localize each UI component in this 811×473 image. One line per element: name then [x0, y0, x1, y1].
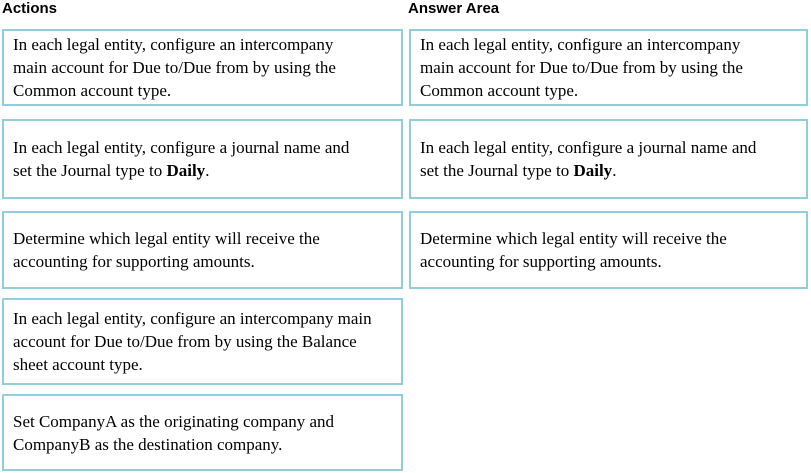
card-text-line: In each legal entity, configure a journal name and — [420, 138, 757, 157]
card-text-line: main account for Due to/Due from by using the — [13, 58, 336, 77]
card-text-segment: . — [612, 161, 617, 180]
card-text-line: accounting for supporting amounts. — [13, 252, 255, 271]
action-card-journal-type-daily[interactable] — [2, 119, 403, 199]
answer-card-journal-type-daily[interactable] — [409, 119, 808, 199]
card-text-line: In each legal entity, configure an intercompany — [13, 35, 334, 54]
card-text-line: In each legal entity, configure an intercompany — [420, 35, 741, 54]
actions-header: Actions — [2, 0, 58, 17]
card-text-segment: . — [205, 161, 210, 180]
card-text-line — [420, 159, 756, 182]
card-text-line: Set CompanyA as the originating company and — [13, 411, 335, 431]
card-text-line: In each legal entity, configure an intercompany main — [13, 309, 372, 328]
action-card-balance-sheet-account-type[interactable] — [2, 298, 403, 385]
card-text — [13, 33, 336, 102]
card-text-line: CompanyB as the destination company. — [13, 434, 283, 454]
card-text-segment: set the Journal type to — [13, 161, 167, 180]
card-text-line: accounting for supporting amounts. — [420, 252, 662, 271]
card-text-line: Common account type. — [420, 81, 579, 100]
card-text-line: sheet account type. — [13, 355, 143, 374]
card-text-line: Determine which legal entity will receive the — [13, 229, 320, 248]
card-text-line: Common account type. — [13, 81, 172, 100]
action-card-originating-destination-company[interactable] — [2, 394, 403, 471]
card-text-segment: set the Journal type to — [420, 161, 574, 180]
action-card-receiving-legal-entity[interactable] — [2, 211, 403, 289]
card-text — [13, 307, 372, 376]
card-text — [420, 33, 743, 102]
card-text-line: main account for Due to/Due from by using the — [420, 58, 743, 77]
card-text-bold-segment: Daily — [166, 161, 206, 180]
card-text — [420, 136, 756, 182]
card-text — [420, 227, 727, 273]
action-card-common-account-type[interactable] — [2, 29, 403, 106]
card-text-bold-segment: Daily — [573, 161, 613, 180]
answer-card-common-account-type[interactable] — [409, 29, 808, 106]
card-text-line: Determine which legal entity will receive the — [420, 229, 727, 248]
card-text — [13, 410, 334, 456]
card-text-line — [13, 159, 349, 182]
answer-area-header: Answer Area — [408, 0, 500, 17]
card-text — [13, 227, 320, 273]
card-text-line: In each legal entity, configure a journal name and — [13, 138, 350, 157]
answer-card-receiving-legal-entity[interactable] — [409, 211, 808, 289]
card-text — [13, 136, 349, 182]
card-text-line: account for Due to/Due from by using the Balance — [13, 332, 357, 351]
